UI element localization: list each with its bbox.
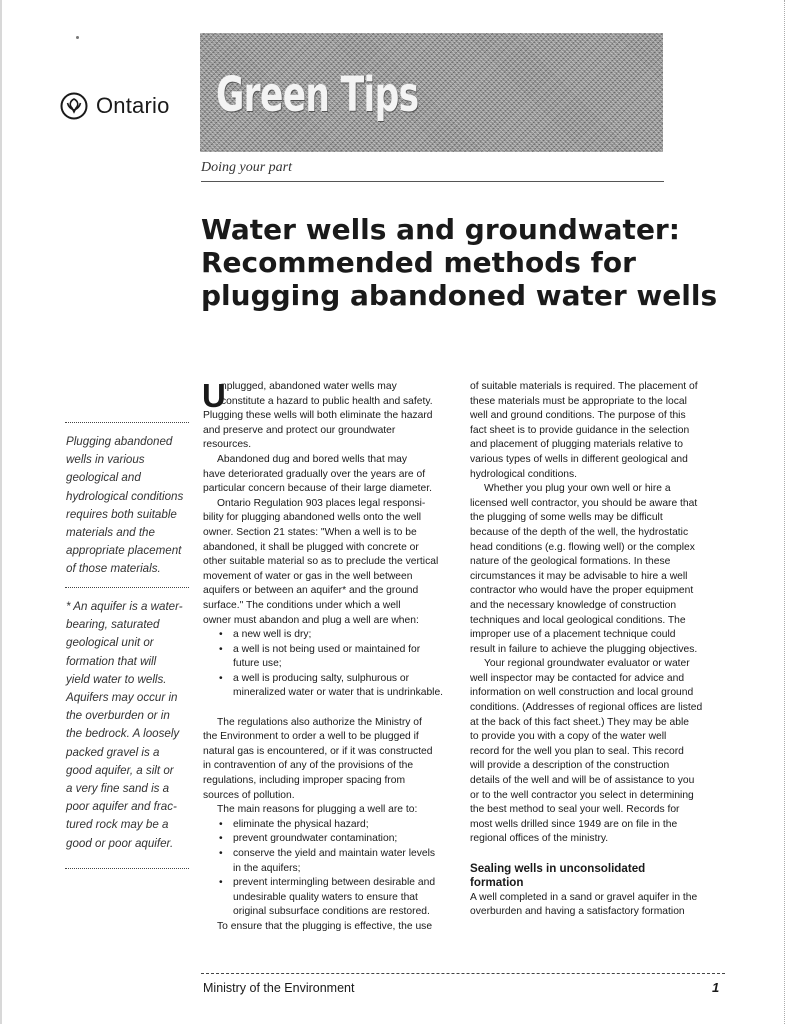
sidebar-line: materials and the — [66, 526, 155, 540]
body-line: surface." The conditions under which a well — [203, 599, 401, 611]
bullet-item — [203, 818, 458, 833]
body-line: Ontario Regulation 903 places legal responsi- — [217, 497, 426, 509]
sidebar-line: the overburden or in — [66, 709, 170, 723]
body-line: To ensure that the plugging is effective, the use — [217, 920, 433, 932]
logo-text: Ontario — [96, 93, 170, 118]
bullet-glyph: • — [219, 672, 223, 684]
section-heading: Sealing wells in unconsolidated — [470, 861, 646, 875]
sidebar-line: a very fine sand is a — [66, 782, 170, 796]
sidebar-divider — [65, 587, 189, 588]
body-line: owner. Section 21 states: "When a well is to be — [203, 526, 417, 538]
paragraph-gap — [203, 701, 458, 716]
aquifer-footnote — [66, 598, 196, 853]
sidebar-line: appropriate placement — [66, 544, 182, 558]
body-line: bility for plugging abandoned wells onto the well — [203, 512, 422, 524]
body-line: of suitable materials is required. The placement of — [470, 381, 698, 392]
scan-edge-right — [784, 0, 785, 1024]
body-line: resources. — [203, 439, 252, 451]
bullet-item — [203, 628, 458, 643]
bullet-text: prevent intermingling between desirable and — [233, 877, 436, 889]
bullet-text: a well is not being used or maintained for — [233, 643, 421, 655]
bullet-continuation: original subsurface conditions are restored. — [233, 906, 430, 918]
body-line: in contravention of any of the provisions of the — [203, 760, 414, 772]
body-line: particular concern because of their large diameter. — [203, 483, 432, 495]
body-line: well inspector may be contacted for advice and — [470, 672, 685, 684]
bullet-glyph: • — [219, 629, 223, 641]
sidebar-line: of those materials. — [66, 562, 161, 576]
bullet-continuation: future use; — [233, 658, 282, 670]
sidebar-line: the bedrock. A loosely — [66, 727, 180, 741]
bullet-continuation: mineralized water or water that is undrinkable. — [233, 687, 444, 699]
scan-edge — [0, 0, 2, 1024]
sidebar-line: good aquifer, a silt or — [66, 763, 174, 777]
body-line: regional offices of the ministry. — [470, 833, 609, 845]
title-line: Recommended methods for — [201, 246, 636, 279]
bullet-glyph: • — [219, 848, 223, 859]
bullet-text: a well is producing salty, sulphurous or — [233, 672, 410, 684]
sidebar-line: bearing, saturated — [66, 618, 160, 632]
sidebar-note — [66, 433, 196, 579]
body-line: licensed well contractor, you should be aware that — [470, 497, 698, 509]
body-line: aquifers or between an aquifer* and the ground — [203, 585, 419, 597]
body-line: most wells drilled since 1949 are on file in the — [470, 818, 678, 830]
section-heading: formation — [470, 876, 524, 890]
bullet-text: a new well is dry; — [233, 629, 312, 641]
sidebar-line: yield water to wells. — [66, 672, 167, 686]
trillium-icon — [60, 92, 88, 120]
body-line: information on well construction and local ground — [470, 687, 694, 699]
body-line: A well completed in a sand or gravel aquifer in the — [470, 891, 698, 903]
sidebar-line: geological and — [66, 471, 141, 485]
sidebar-line: formation that will — [66, 654, 157, 668]
bullet-glyph: • — [219, 818, 223, 830]
body-line: Your regional groundwater evaluator or water — [484, 658, 690, 670]
body-line: nplugged, abandoned water wells may — [221, 381, 397, 392]
bullet-item — [203, 832, 458, 847]
scan-speck — [76, 36, 79, 39]
body-line: head conditions (e.g. flowing well) or the complex — [470, 541, 695, 553]
body-line: sources of pollution. — [203, 789, 295, 801]
body-line: record for the well you plan to seal. This record — [470, 745, 684, 757]
bullet-item — [203, 847, 458, 862]
bullet-continuation: undesirable quality waters to ensure that — [233, 891, 418, 903]
body-line: natural gas is encountered, or if it was constructed — [203, 745, 433, 757]
bullet-glyph: • — [219, 877, 223, 889]
green-tips-banner — [200, 33, 663, 152]
body-line: because of the depth of the well, the hydrostatic — [470, 526, 689, 538]
body-line: owner must abandon and plug a well are when: — [203, 614, 419, 626]
body-line: Plugging these wells will both eliminate the hazard — [203, 410, 433, 422]
body-line: fact sheet is to provide guidance in the selection — [470, 424, 690, 436]
sidebar-line: hydrological conditions — [66, 489, 184, 503]
body-line: movement of water or gas in the well between — [203, 570, 413, 582]
bullet-continuation: in the aquifers; — [233, 862, 301, 874]
tagline: Doing your part — [201, 160, 292, 175]
body-line: and the necessary knowledge of construction — [470, 599, 677, 611]
bullet-text: conserve the yield and maintain water levels — [233, 848, 436, 859]
ontario-logo — [60, 91, 170, 121]
body-line: contractor who would have the proper equipment — [470, 585, 694, 597]
body-line: circumstances it may be advisable to hire a well — [470, 570, 688, 582]
body-line: Whether you plug your own well or hire a — [484, 483, 671, 495]
banner-title: Green Tips — [216, 67, 419, 123]
sidebar-line: packed gravel is a — [66, 745, 160, 759]
body-column-2 — [470, 380, 730, 920]
body-line: have deteriorated gradually over the years are of — [203, 468, 426, 480]
footer-ministry: Ministry of the Environment — [203, 981, 355, 995]
sidebar-divider — [65, 422, 189, 423]
body-line: the best method to seal your well. Records for — [470, 804, 680, 816]
body-line: conditions. (Addresses of regional offices are listed — [470, 702, 703, 714]
sidebar-line: requires both suitable — [66, 507, 177, 521]
sidebar-line: geological unit or — [66, 636, 154, 650]
body-line: well and ground conditions. The purpose of this — [470, 410, 686, 422]
body-line: the Environment to order a well to be plugged if — [203, 731, 419, 743]
body-line: details of the well and will be of assistance to you — [470, 775, 695, 787]
page-title — [201, 213, 761, 312]
body-line: to provide you with a copy of the water well — [470, 731, 667, 743]
bullet-glyph: • — [219, 643, 223, 655]
body-line: hydrological conditions. — [470, 468, 578, 480]
sidebar-divider — [65, 868, 189, 869]
bullet-text: prevent groundwater contamination; — [233, 833, 398, 845]
body-line: and placement of plugging materials relative to — [470, 439, 683, 451]
body-line: techniques and local geological conditions. The — [470, 614, 686, 626]
bullet-item — [203, 672, 458, 687]
bullet-glyph: • — [219, 833, 223, 845]
body-line: various types of wells in different geological and — [470, 453, 688, 465]
sidebar-line: * An aquifer is a water- — [66, 600, 183, 613]
bullet-item — [203, 876, 458, 891]
sidebar-line: Aquifers may occur in — [66, 691, 178, 705]
footer-divider — [201, 973, 725, 974]
tagline-divider — [201, 181, 664, 182]
sidebar-line: wells in various — [66, 453, 145, 467]
body-line: other suitable material so as to preclude the vertical — [203, 556, 439, 568]
paragraph-gap — [470, 847, 730, 862]
body-column-1 — [202, 377, 458, 935]
body-line: these materials must be appropriate to the local — [470, 395, 687, 407]
body-line: improper use of a placement technique could — [470, 629, 676, 641]
body-line: Abandoned dug and bored wells that may — [217, 453, 408, 465]
bullet-item — [203, 643, 458, 658]
bullet-text: eliminate the physical hazard; — [233, 818, 369, 830]
body-line: The main reasons for plugging a well are to: — [217, 804, 418, 816]
body-line: constitute a hazard to public health and safety. — [221, 395, 433, 407]
body-line: regulations, including improper spacing from — [203, 775, 406, 787]
sidebar-line: poor aquifer and frac- — [66, 800, 177, 814]
body-line: The regulations also authorize the Ministry of — [217, 716, 422, 728]
sidebar-line: good or poor aquifer. — [66, 836, 174, 850]
drop-cap: U — [202, 377, 226, 414]
sidebar-line: Plugging abandoned — [66, 435, 173, 448]
body-line: nature of the geological formations. In these — [470, 556, 671, 568]
page-number: 1 — [712, 980, 720, 995]
body-line: the plugging of some wells may be difficult — [470, 512, 663, 524]
body-line: will provide a description of the construction — [470, 760, 670, 772]
sidebar-line: tured rock may be a — [66, 818, 169, 832]
body-line: result in failure to achieve the plugging objectives. — [470, 643, 698, 655]
title-line: Water wells and groundwater: — [201, 213, 680, 246]
body-line: overburden and having a satisfactory formation — [470, 906, 685, 918]
body-line: or to the well contractor you select in determining — [470, 789, 694, 801]
title-line: plugging abandoned water wells — [201, 279, 718, 312]
body-line: and preserve and protect our groundwater — [203, 424, 396, 436]
body-line: at the back of this fact sheet.) They may be able — [470, 716, 690, 728]
body-line: abandoned, it shall be plugged with concrete or — [203, 541, 419, 553]
